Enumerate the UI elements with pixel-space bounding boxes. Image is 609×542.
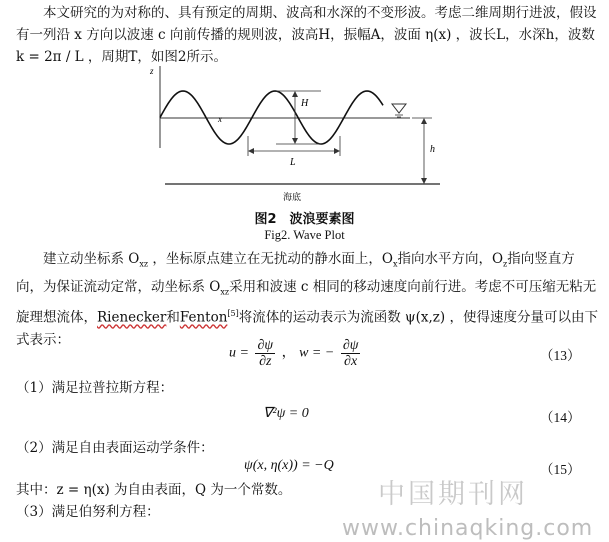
z-axis-label: z <box>150 66 154 76</box>
water-level-symbol <box>392 104 406 113</box>
condition-2-heading: （2）满足自由表面运动学条件： <box>16 440 214 456</box>
p2-and: 和 <box>166 309 180 326</box>
eq13-num-1: ∂ψ <box>257 338 274 353</box>
fenton-link[interactable]: Fenton <box>179 309 228 326</box>
equation-14: ∇²ψ = 0 <box>263 406 309 421</box>
eq13-den-1: ∂z <box>259 354 272 369</box>
water-depth-label: h <box>430 144 435 155</box>
rienecker-link[interactable]: Rienecker <box>97 309 167 326</box>
p2-text-d: 指向竖直方向，为保证流动定常，动坐标系 O <box>16 251 575 295</box>
arrow-head-up <box>292 91 298 97</box>
wavelength-label: L <box>290 157 296 168</box>
equation-14-number: （14） <box>540 410 581 425</box>
depth-arrow-head-down <box>421 178 427 184</box>
arrow-head-left <box>248 148 254 154</box>
figure-caption-cn: 图2 波浪要素图 <box>254 212 355 227</box>
p2-text-c: 指向水平方向，O <box>397 251 504 267</box>
arrow-head-right <box>334 148 340 154</box>
equation-15: ψ(x, η(x)) = −Q <box>244 458 334 473</box>
wave-figure <box>0 0 609 205</box>
eq13-den-2: ∂x <box>344 354 358 369</box>
condition-1-heading: （1）满足拉普拉斯方程： <box>16 380 174 396</box>
p2-text-e: 采用和波速 c 相同的移动速度向前行进。考虑不可压缩无粘无旋理想流体， <box>16 278 597 326</box>
p2-sub-1: xz <box>139 259 149 269</box>
eq13-frac-2 <box>341 338 361 369</box>
equation-15-number: （15） <box>540 462 581 477</box>
seabed-label: 海底 <box>283 193 302 203</box>
eq13-separator: ， <box>281 345 296 361</box>
p2-sub-2: x <box>392 259 398 269</box>
depth-arrow-head-up <box>421 118 427 124</box>
eq13-frac-1 <box>255 338 275 369</box>
coordinate-paragraph <box>16 248 601 351</box>
equation-13-number: （13） <box>540 348 581 363</box>
p2-sub-4: xz <box>220 287 230 297</box>
figure-caption-en: Fig2. Wave Plot <box>264 228 345 242</box>
arrow-head-down <box>292 138 298 144</box>
condition-3-heading: （3）满足伯努利方程： <box>16 504 160 520</box>
eq13-u: u = <box>229 345 249 361</box>
intro-paragraph: 本文研究的为对称的、具有预定的周期、波高和水深的不变形波。考虑二维周期行进波，假设有一列沿 x 方向以波速 c 向前传播的规则波，波高H，振幅A，波面 η(x) ，波长L，水深h，波数 k = 2π / L ，周期T，如图2所示。 <box>16 5 597 65</box>
equation-13 <box>229 338 363 369</box>
eq13-w: w = − <box>299 345 335 361</box>
p2-text-a: 建立动坐标系 O <box>43 251 140 267</box>
p2-text-b: ，坐标原点建立在无扰动的静水面上，O <box>148 251 393 267</box>
x-axis-label: x <box>218 114 222 124</box>
p2-sub-3: z <box>503 259 508 269</box>
watermark-url: www.chinaqking.com <box>342 516 594 541</box>
where-line: 其中：z = η(x) 为自由表面，Q 为一个常数。 <box>16 482 292 498</box>
eq13-num-2: ∂ψ <box>342 338 359 353</box>
p2-text-f: 将流体的运动表示为流函数 ψ(x,z) ，使得速度分量可以由下式表示： <box>16 309 598 348</box>
wave-height-label: H <box>301 98 309 109</box>
watermark-cn: 中国期刊网 <box>378 479 528 510</box>
reference-5-link[interactable]: [5] <box>227 309 239 319</box>
